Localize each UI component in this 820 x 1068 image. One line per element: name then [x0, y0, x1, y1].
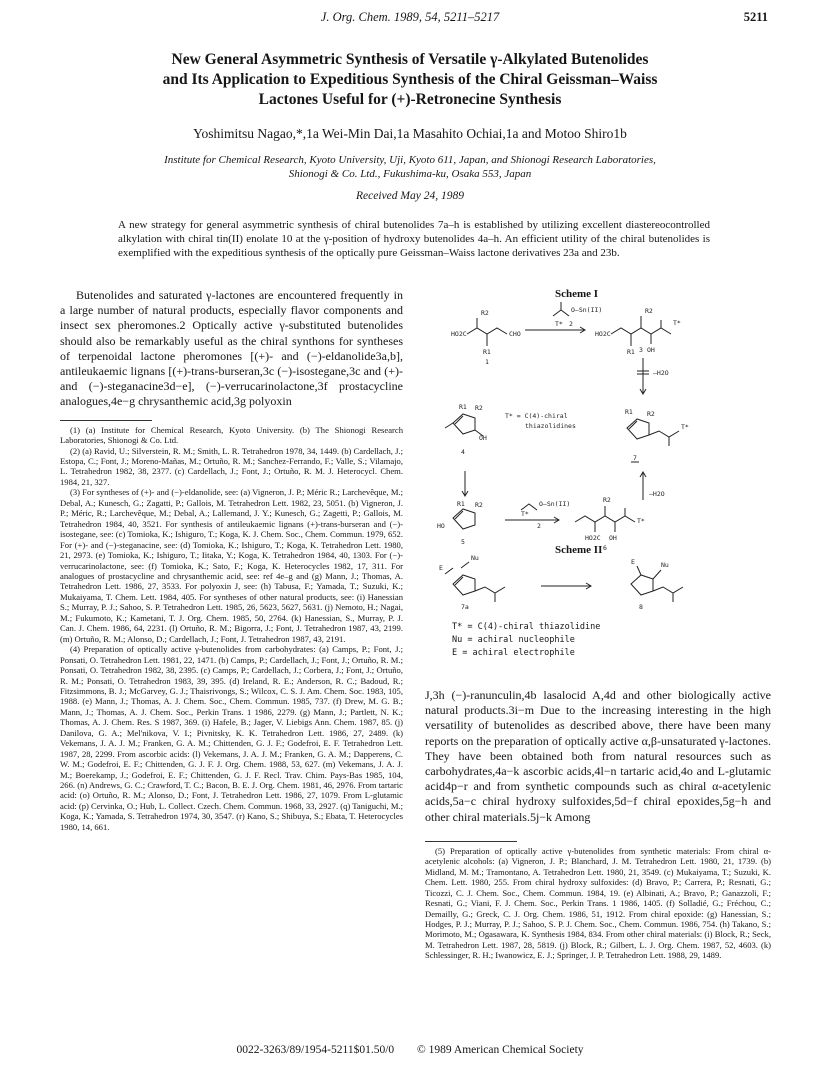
scheme-1-diagram — [425, 288, 771, 623]
footnote: (1) (a) Institute for Chemical Research, Kyoto University. (b) The Shionogi Research Laboratories, Shionogi & Co. Ltd. — [60, 424, 403, 446]
legend-tstar: T* = C(4)-chiral thiazolidine — [452, 622, 601, 632]
scheme-2-title: Scheme II — [555, 544, 603, 556]
bond-chain — [611, 328, 671, 334]
lactone-ring — [453, 509, 475, 529]
footnotes-right — [425, 846, 771, 961]
label-nu: Nu — [661, 561, 669, 569]
copyright: © 1989 American Chemical Society — [417, 1044, 584, 1056]
right-column-text — [425, 688, 771, 961]
affiliation-line: Institute for Chemical Research, Kyoto University, Uji, Kyoto 611, Japan, and Shionogi Research Laboratories, — [164, 154, 656, 166]
label-nu: Nu — [471, 554, 479, 562]
label-sn-enolate: O–Sn(II) — [571, 306, 603, 314]
scheme-1-title: Scheme I — [555, 288, 599, 300]
bond — [445, 423, 453, 428]
label-ho: HO — [437, 522, 445, 530]
bond — [461, 562, 469, 568]
bond-chain — [653, 587, 683, 593]
label-tstar: T* — [521, 510, 529, 518]
reagent-number-2: 2 — [537, 522, 541, 530]
footnote-divider — [60, 420, 152, 421]
label-r1: R1 — [459, 403, 467, 411]
journal-reference: J. Org. Chem. 1989, 54, 5211–5217 — [320, 10, 500, 24]
legend-nu: Nu = achiral nucleophile — [452, 635, 575, 645]
lactone-ring — [453, 575, 475, 595]
bond-chain — [649, 431, 679, 437]
compound-number-6: 6 — [603, 544, 607, 552]
footnote-divider — [425, 841, 517, 842]
footnote: (2) (a) Ravid, U.; Silverstein, R. M.; Smith, L. R. Tetrahedron 1978, 34, 1449. (b) Cardellach, J.; Estopa, C.; Font, J.; Moreno-Mañas, M.; Ortuño, R. M.; Sanchez-Ferrando, F.; Valle, S.; Vilamajo, L. Tetrahedron 1982, 38, 2377. (c) Cardellach, J.; Font, J.; Ortuño, R. M. J. Heterocycl. Chem. 1984, 21, 327. — [60, 445, 403, 487]
tstar-definition: T* = C(4)-chiral — [505, 412, 568, 420]
footnote: (5) Preparation of optically active γ-butenolides from synthetic materials: From chiral α-acetylenic alcohols: (a) Vigneron, J. P.; Blanchard, J. M. Tetrahedron Lett. 1980, 21, 1739. (b) Midland, M. M.; Tramontano, A. Tetrahedron Lett. 1980, 21, 3549. (c) Mukaiyama, T.; Suzuki, K. Chem. Lett. 1980, 255. From chiral hydroxy sulfoxides: (d) Bravo, P.; Carrera, P.; Resnati, G.; Ticozzi, C. J. Chem. Soc., Chem. Commun. 1984, 19. (e) Albinati, A.; Bravo, P.; Ganazzoli, F.; Resnati, G.; Viani, F. J. Chem. Soc., Perkin Trans. 1 1986, 1405. (f) Solladié, G.; Fréchou, C.; Demailly, G.; Greck, C. J. Org. Chem. 1986, 51, 1912. From chiral epoxide: (g) Hanessian, S.; Hodges, P. J.; Murray, P. J.; Sahoo, S. P. J. Chem. Soc., Chem. Commun. 1986, 754. (h) Takano, S.; Morimoto, M.; Ogasawara, K. Synthesis 1984, 834. From other chiral materials: (i) Block, R.; Seck, M. Tetrahedron Lett. 1987, 28, 5819. (j) Block, R.; Gilbert, L. J. Org. Chem. 1987, 52, 4603. (k) Schlessinger, R. H.; Iwanowicz, E. J.; Springer, J. P. Tetrahedron Lett. 1988, 29, 1489. — [425, 845, 771, 961]
left-column — [60, 288, 403, 832]
page-number: 5211 — [743, 10, 768, 24]
article-code: 0022-3263/89/1954-5211$01.50/0 — [236, 1044, 395, 1056]
label-r2: R2 — [481, 309, 489, 317]
compound-number-8: 8 — [639, 603, 643, 611]
legend-e: E = achiral electrophile — [452, 648, 575, 658]
lactone-ring — [631, 575, 653, 595]
affiliation — [80, 153, 740, 181]
bond — [637, 566, 641, 575]
compound-number-4: 4 — [461, 448, 465, 456]
received-date: Received May 24, 1989 — [356, 190, 464, 202]
label-tstar: T* — [637, 517, 645, 525]
continuation-paragraph: J,3h (−)-ranunculin,4b lasalocid A,4d and other biologically active natural products.3i−m Due to the increasing interesting in the high versatility of butenolides as described above, there have been many reports on the preparation of optically active α,β-unsaturated γ-lactones. They have been obtained both from natural resources such as carbohydrates,4a−k ascorbic acids,4l−n tartaric acid,4o and L-glutamic acid4p−r and from synthetic compounds such as chiral α-acetylenic acids,5a−c chiral hydroxy sulfoxides,5d−f chiral epoxides,5g−h and other chiral materials.5j−k Among — [425, 688, 771, 824]
title-line: and Its Application to Expeditious Synthesis of the Chiral Geissman–Waiss — [162, 71, 658, 88]
compound-number-1: 1 — [485, 358, 489, 366]
lactone-ring — [453, 414, 475, 434]
label-e: E — [631, 558, 635, 566]
label-ho2c: HO2C — [585, 534, 601, 542]
article-title — [90, 50, 730, 110]
bond — [653, 570, 661, 579]
label-r2: R2 — [645, 307, 653, 315]
reagent-number-2: 2 — [569, 320, 573, 328]
schemes — [425, 288, 771, 623]
bond-chain — [553, 310, 569, 316]
title-line: New General Asymmetric Synthesis of Versatile γ-Alkylated Butenolides — [171, 51, 649, 68]
label-oh: OH — [647, 346, 655, 354]
affiliation-line: Shionogi & Co. Ltd., Fukushima-ku, Osaka 553, Japan — [288, 168, 532, 180]
bond-chain — [575, 516, 635, 522]
title-line: Lactones Useful for (+)-Retronecine Synthesis — [258, 91, 562, 108]
scheme-2-legend — [452, 621, 752, 660]
compound-number-3: 3 — [639, 346, 643, 354]
footnote: (4) Preparation of optically active γ-butenolides from carbohydrates: (a) Camps, P.; Font, J.; Ponsati, O. Tetrahedron Lett. 1981, 22, 1471. (b) Camps, P.; Cardellach, J.; Font, J.; Ortuño, R. M.; Ponsati, O. Tetrahedron 1982, 38, 2395. (c) Camps, P.; Cardellach, J.; Corbera, J.; Font, J.; Ortuño, R. M.; Ponsati, O. Tetrahedron 1983, 39, 395. (d) Ireland, R. E.; Anderson, R. C.; Badoud, R.; Fitzsimmons, B. J.; McGarvey, G. J.; Thaisrivongs, S.; Wilcox, C. S. J. Am. Chem. Soc. 1983, 105, 1988. (e) Mann, J.; Thomas, A. J. Chem. Soc., Chem. Commun. 1985, 737. (f) Drew, M. G. B.; Mann, J.; Thomas, A. J. Chem. Soc., Perkin Trans. 1 1986, 2279. (g) Mann, J.; Partlett, N. K.; Thomas, A. J. Chem. Res. S 1987, 369. (i) Hafele, B.; Jager, V. Liebigs Ann. Chem. 1987, 85. (j) Danilova, G. A.; Mel'nikova, V. I.; Pivnitsky, K. K. Tetrahedron Lett. 1986, 27, 2489. (k) Vekemans, J. A. J. M.; Franken, G. A. M.; Chittenden, G. J. F.; Godefroi, E. F. Tetrahedron Lett. 1987, 28, 2299. From ascorbic acids: (l) Vekemans, J. A. J. M.; Franken, G. A. M.; Dapperens, C. W. M.; Godefroi, E. F.; Chittenden, G. J. F. J. Org. Chem. 1988, 53, 627. (m) Vekemans, J. A. J. M.; Boerekamp, J.; Godefroi, E. F.; Chittenden, G. J. F. Recl. Trav. Chim. Pays-Bas 1985, 104, 266. (n) Andrews, G. C.; Crawford, T. C.; Bacon, B. E. J. Org. Chem. 1981, 46, 2976. From tartaric acid: (o) Ortuño, R. M.; Alonso, D.; Font, J. Tetrahedron Lett. 1986, 27, 1079. From L-glutamic acid: (p) Cervinka, O.; Hub, L. Collect. Czech. Chem. Commun. 1968, 33, 2927. (q) Taniguchi, M.; Koga, K.; Yamada, S. Tetrahedron 1974, 30, 3547. (r) Kano, S.; Shibuya, S.; Ebata, T. Heterocycles 1980, 14, 661. — [60, 644, 403, 832]
label-sn-enolate: O–Sn(II) — [539, 500, 571, 508]
compound-number-5: 5 — [461, 538, 465, 546]
compound-number-7: 7 — [633, 454, 637, 462]
label-r1: R1 — [457, 500, 465, 508]
label-loss-h2o: –H2O — [653, 369, 669, 377]
intro-paragraph: Butenolides and saturated γ-lactones are encountered frequently in a large number of natural products, especially flavor components and insect sex pheromones.2 Optically active γ-substituted butenolides should also be remarkably useful as the chiral synthons for syntheses of terpenoidal lactone pheromones [(+)- and (−)-eldanolide3a,b], antileukaemic lignans [(+)-trans-burseran,3c (−)-isostegane,3c and (+)- and (−)-steganacine3d−e], (−)-verrucarinolactone,3f prostacycline analogues,4e−g chrysanthemic acid,3g polyoxin — [60, 288, 403, 409]
compound-number-7a: 7a — [461, 603, 469, 611]
label-r2: R2 — [475, 501, 483, 509]
label-tstar: T* — [555, 320, 563, 328]
label-r1: R1 — [625, 408, 633, 416]
label-oh: OH — [479, 434, 487, 442]
bond — [445, 568, 453, 574]
label-r2: R2 — [647, 410, 655, 418]
author-list: Yoshimitsu Nagao,*,1a Wei-Min Dai,1a Masahito Ochiai,1a and Motoo Shiro1b — [193, 126, 627, 141]
footnote: (3) For syntheses of (+)- and (−)-eldanolide, see: (a) Vigneron, J. P.; Méric R.; Larchevêque, M.; Debal, A.; Kunesch, G.; Zagatti, P.; Gallois, M. Tetrahedron Lett. 1982, 23, 5051. (b) Vigneron, J. P.; Méric, R.; Larchevêque, M.; Debal, A.; Lallemand, J. Y.; Kunesch, G.; Zagetti, P.; Gallois, M. Tetrahedron 1984, 40, 3521. For synthesis of antileukaemic lignans (+)-trans-burseran and (−)-isostegane, see: (c) Tomioka, K.; Ishiguro, T.; Koga, K. J. Chem. Soc., Chem. Commun. 1979, 652. For (+)- and (−)-steganacine, see: (d) Tomioka, K.; Ishiguro, T.; Koga, K. Tetrahedron Lett. 1980, 21, 2973. (e) Tomioka, K.; Ishiguro, T.; Iitaka, Y.; Koga, K. Tetrahedron 1984, 40, 1303. For (−)-verrucarinolactone, see: (f) Tomioka, K.; Sato, F.; Koga, K. Heterocycles 1982, 17, 311. For analogues of prostacycline and chrysanthemic acid, see: ref 4e–g and (g) Mann, J.; Thomas, A. Tetrahedron Lett. 1986, 27, 3533. For polyoxin J, see: (h) Tabusa, F.; Yamada, T.; Suzuki, K.; Mukaiyama, T. Chem. Lett. 1984, 405. For syntheses of other natural products, see: (i) Hanessian S.; Murray, P. J.; Sahoo, S. P. Tetrahedron Lett. 1985, 26, 5623, 5627, 5631. (j) Nemoto, H.; Nagai, M.; Fukumoto, K.; Kametani, T. J. Org. Chem. 1985, 50, 2764. (k) Hanessian, S., Murray, P. J. Can. J. Chem. 1986, 64, 2231. (l) Ortuño, R. M.; Bigorra, J.; Font, J. Tetrahedron 1987, 43, 2199. (m) Ortuño, R. M.; Alonso, D.; Cardellach, J.; Font, J. Tetrahedron 1987, 43, 2191. — [60, 487, 403, 644]
footnotes-left — [60, 425, 403, 833]
running-head — [0, 10, 820, 26]
page-footer — [0, 1044, 820, 1056]
label-oh: OH — [609, 534, 617, 542]
label-e: E — [439, 564, 443, 572]
label-tstar: T* — [673, 319, 681, 327]
label-ho2c: HO2C — [595, 330, 611, 338]
lactone-ring — [627, 419, 649, 439]
label-r1: R1 — [483, 348, 491, 356]
label-ho2c: HO2C — [451, 330, 467, 338]
label-r2: R2 — [475, 404, 483, 412]
abstract: A new strategy for general asymmetric synthesis of chiral butenolides 7a–h is established by utilizing excellent diastereocontrolled alkylation with chiral tin(II) enolate 10 at the γ-position of hydroxy butenolides 4a–h. An efficient utility of the chiral butenolides is exemplified with the expeditious synthesis of the optically pure Geissman–Waiss lactone derivatives 23a and 23b. — [118, 219, 710, 259]
bond-chain — [475, 587, 505, 593]
label-cho: CHO — [509, 330, 521, 338]
bond-chain — [467, 328, 507, 334]
label-tstar: T* — [681, 423, 689, 431]
label-r1: R1 — [627, 348, 635, 356]
label-loss-h2o: –H2O — [649, 490, 665, 498]
tstar-definition: thiazolidines — [525, 422, 576, 430]
label-r2: R2 — [603, 496, 611, 504]
